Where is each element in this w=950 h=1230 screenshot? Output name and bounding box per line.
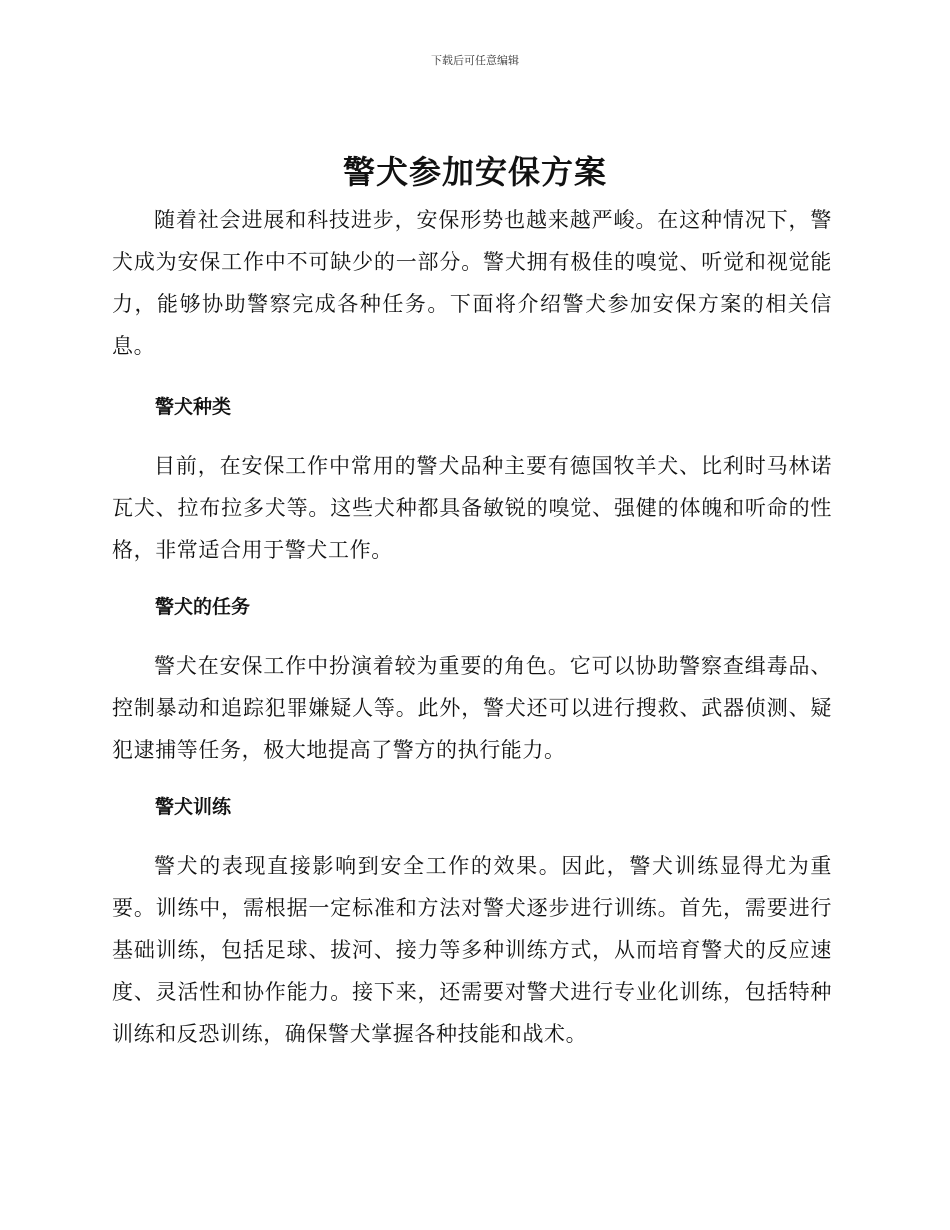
- section-heading-dog-tasks: 警犬的任务: [155, 596, 251, 618]
- intro-paragraph: 随着社会进展和科技进步，安保形势也越来越严峻。在这种情况下，警犬成为安保工作中不可缺少的一部分。警犬拥有极佳的嗅觉、听觉和视觉能力，能够协助警察完成各种任务。下面将介绍警犬参加安保方案的相关信息。: [112, 208, 832, 358]
- section-paragraph-dog-training: 警犬的表现直接影响到安全工作的效果。因此，警犬训练显得尤为重要。训练中，需根据一定标准和方法对警犬逐步进行训练。首先，需要进行基础训练，包括足球、拔河、接力等多种训练方式，从而培育警犬的反应速度、灵活性和协作能力。接下来，还需要对警犬进行专业化训练，包括特种训练和反恐训练，确保警犬掌握各种技能和战术。: [112, 854, 832, 1046]
- document-title: 警犬参加安保方案: [342, 153, 607, 191]
- page-header-note: 下载后可任意编辑: [431, 54, 519, 67]
- section-heading-dog-training: 警犬训练: [155, 796, 232, 818]
- document-body: [112, 199, 832, 1055]
- section-heading-dog-breeds: 警犬种类: [155, 396, 232, 418]
- section-paragraph-dog-tasks: 警犬在安保工作中扮演着较为重要的角色。它可以协助警察查缉毒品、控制暴动和追踪犯罪嫌疑人等。此外，警犬还可以进行搜救、武器侦测、疑犯逮捕等任务，极大地提高了警方的执行能力。: [112, 654, 832, 762]
- section-paragraph-dog-breeds: 目前，在安保工作中常用的警犬品种主要有德国牧羊犬、比利时马林诺瓦犬、拉布拉多犬等。这些犬种都具备敏锐的嗅觉、强健的体魄和听命的性格，非常适合用于警犬工作。: [112, 454, 832, 562]
